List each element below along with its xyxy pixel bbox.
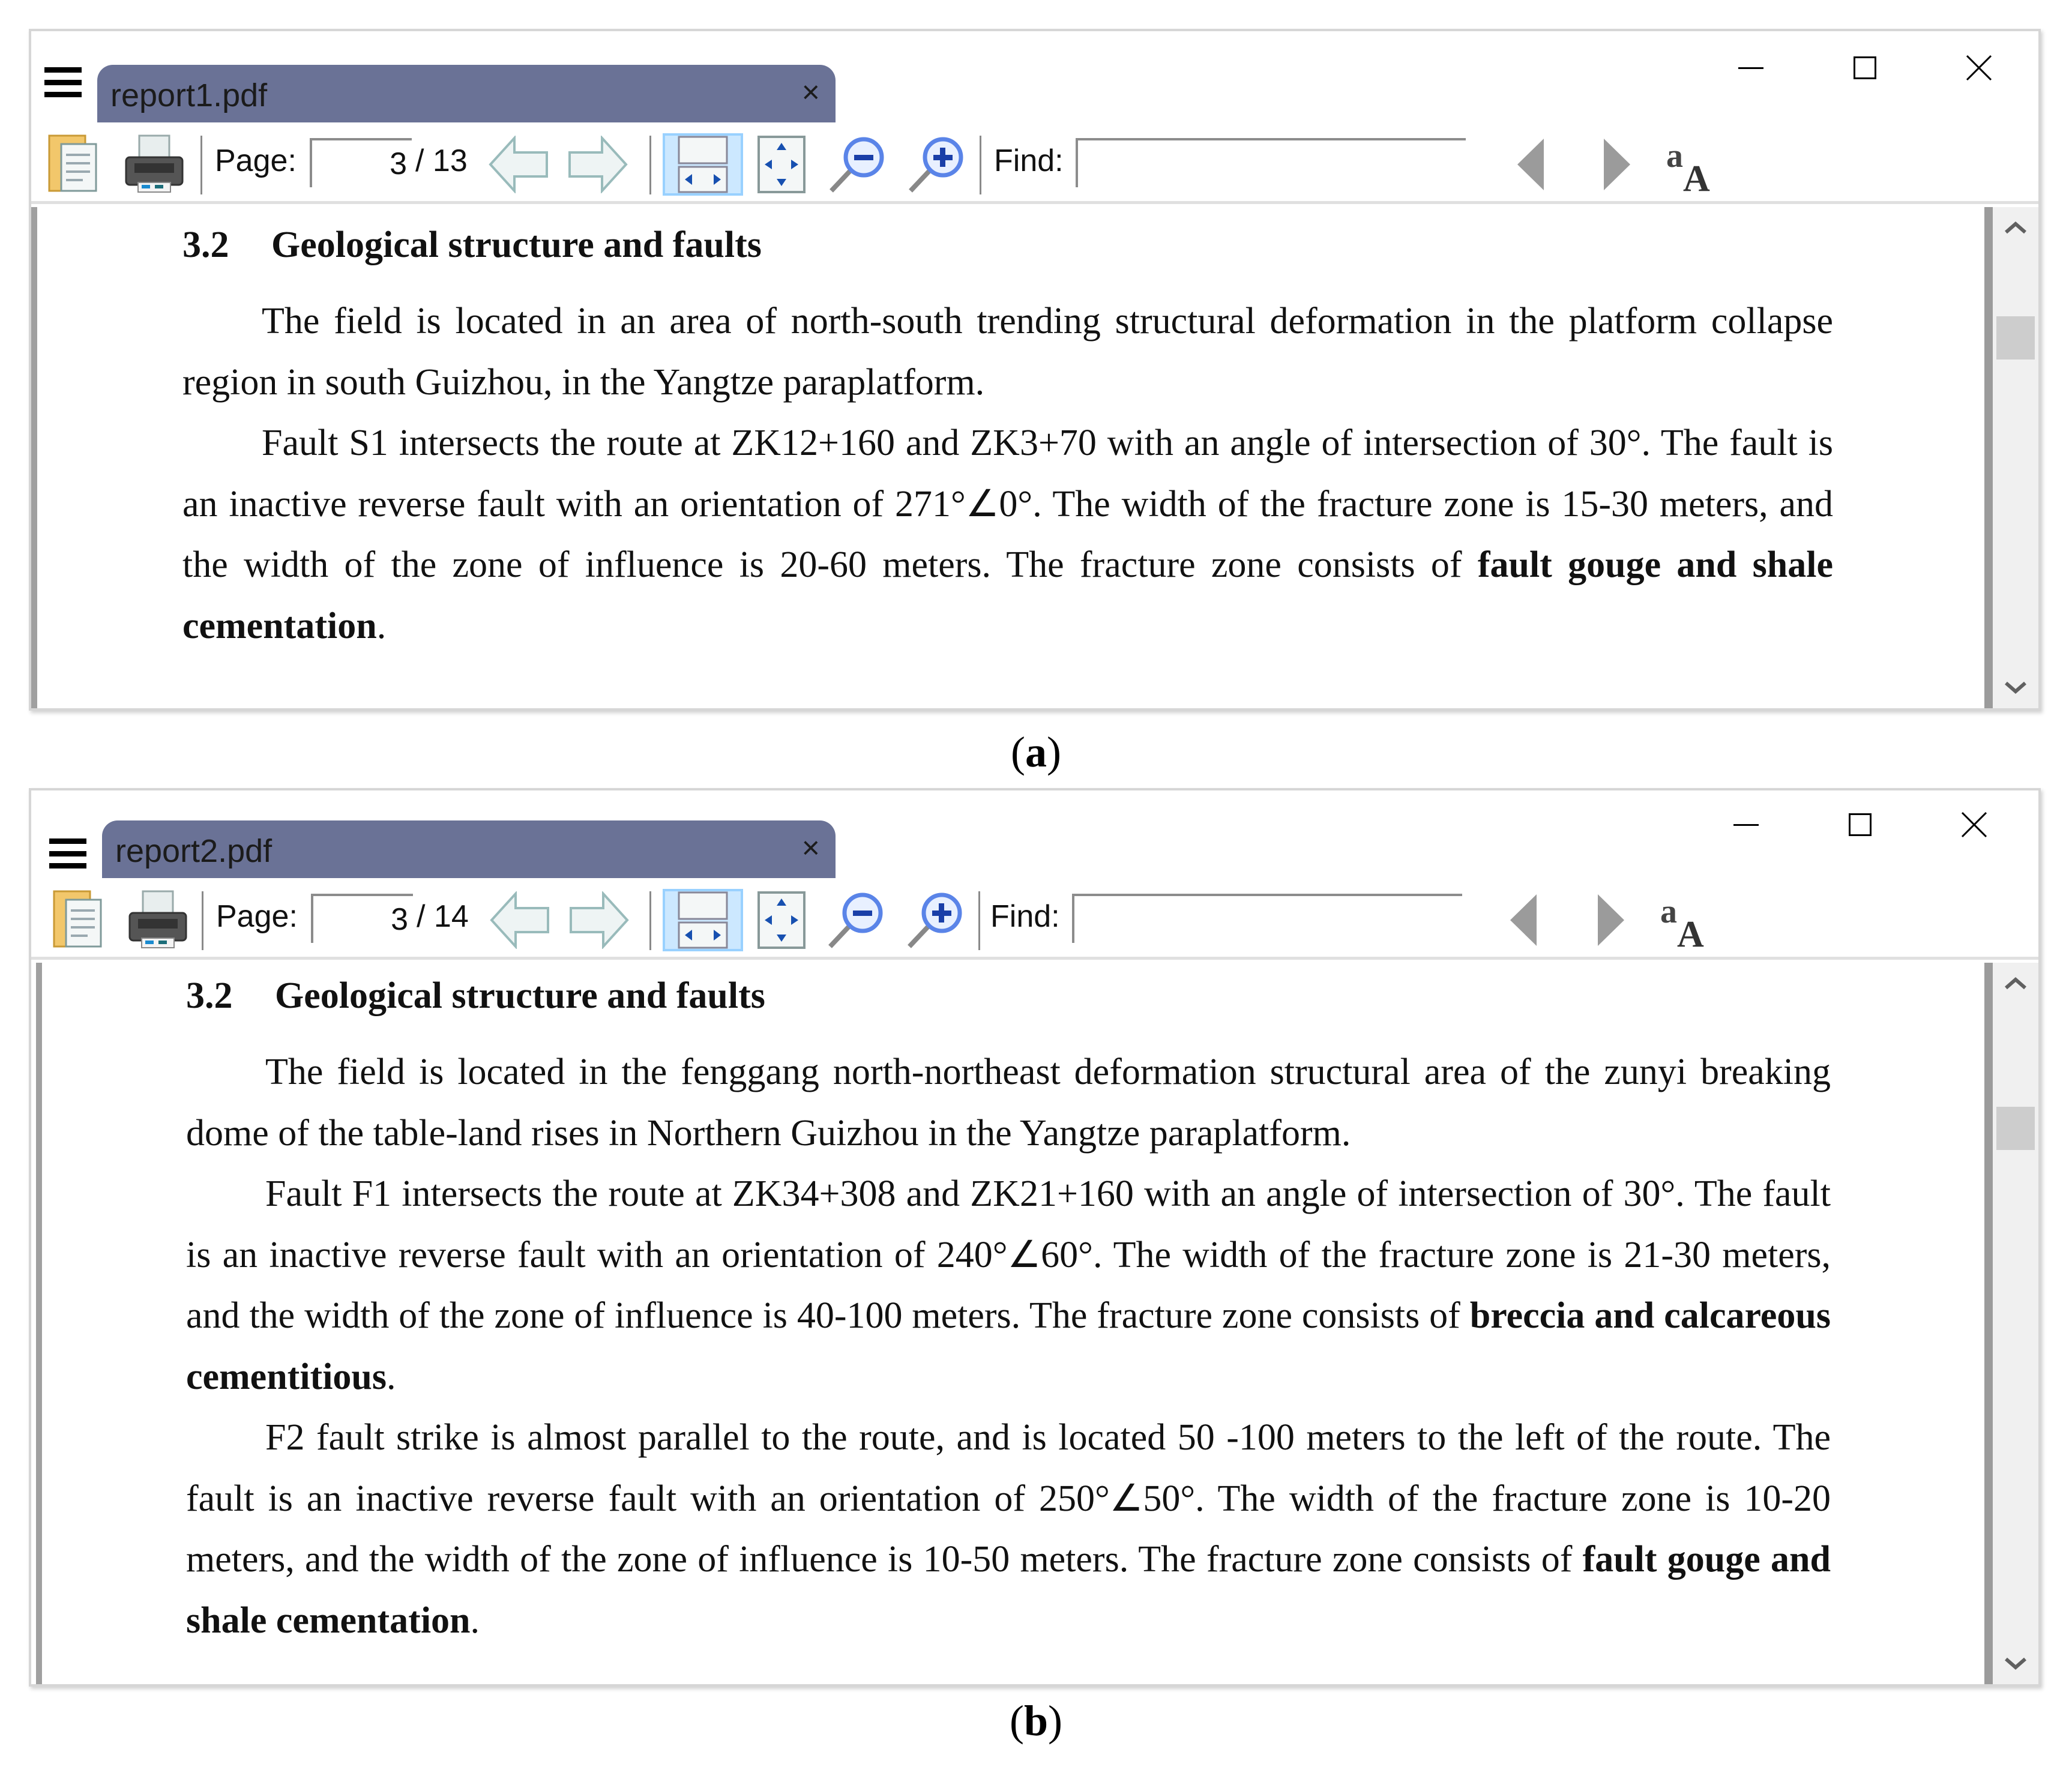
- paragraph: [186, 1164, 1831, 1407]
- arrow-right-icon: [566, 136, 628, 193]
- section-heading: [182, 212, 1833, 291]
- paragraph-end: .: [387, 1356, 396, 1397]
- triangle-left-icon: [1514, 137, 1550, 191]
- paragraph-bold-text: breccia and calcareous cementitious: [186, 1295, 1831, 1397]
- paragraph-text: F2 fault strike is almost parallel to the route, and is located 50 -100 meters to the left of the route. The fault is an inactive reverse fault with an orientation of 250°∠50°. The width of the fracture zone is 10-20 meters, and the width of the zone of influence is 10-50 meters. The fracture zone consists of: [186, 1417, 1831, 1580]
- paragraph-bold-text: fault gouge and shale cementation: [182, 544, 1833, 646]
- zoom-in-button[interactable]: [903, 133, 969, 196]
- zoom-in-icon: [906, 134, 966, 194]
- caption-b: (b): [1009, 1697, 1062, 1745]
- next-page-button[interactable]: [564, 133, 630, 196]
- paragraph: [182, 413, 1833, 657]
- find-next-button[interactable]: [1586, 889, 1634, 951]
- find-label: Find:: [990, 899, 1060, 934]
- vertical-scrollbar[interactable]: [1993, 963, 2038, 1684]
- toolbar-separator: [202, 891, 203, 950]
- paragraph: [186, 1042, 1831, 1164]
- hamburger-menu-icon[interactable]: [49, 838, 86, 868]
- page-number-input[interactable]: 3: [310, 138, 412, 187]
- triangle-right-icon: [1592, 893, 1628, 947]
- page-label: Page:: [215, 143, 297, 178]
- paragraph-text: The field is located in the fenggang north-northeast deformation structural area of the zunyi breaking dome of the table-land rises in Northern Guizhou in the Yangtze paraplatform.: [186, 1052, 1831, 1154]
- find-next-button[interactable]: [1592, 133, 1640, 196]
- scroll-down-button[interactable]: [1993, 670, 2038, 706]
- next-page-button[interactable]: [565, 889, 631, 951]
- tab-close-icon[interactable]: ×: [801, 831, 820, 865]
- section-number: 3.2: [186, 975, 233, 1016]
- chevron-down-icon: [2004, 1657, 2028, 1671]
- fit-width-icon: [673, 134, 733, 194]
- caption-label: b: [1023, 1697, 1049, 1745]
- toolbar-separator: [978, 891, 980, 950]
- paragraph-text: Fault F1 intersects the route at ZK34+308 and ZK21+160 with an angle of intersection of 30°. The fault is an inactive reverse fault with an orientation of 240°∠60°. The width of the fracture zone is 21-30 meters, and the width of the zone of influence is 40-100 meters. The fracture zone consists of: [186, 1173, 1831, 1336]
- find-input[interactable]: [1072, 894, 1462, 943]
- fit-page-icon: [756, 134, 807, 194]
- paragraph-end: .: [376, 605, 387, 646]
- page-number-input[interactable]: 3: [311, 894, 413, 943]
- page-total: / 13: [415, 143, 468, 178]
- print-button[interactable]: [121, 133, 187, 196]
- zoom-out-button[interactable]: [824, 133, 890, 196]
- close-window-button[interactable]: [1947, 804, 2001, 846]
- svg-text:a: a: [1666, 137, 1683, 175]
- hamburger-menu-icon[interactable]: [44, 67, 82, 97]
- scroll-rail: [1984, 207, 1993, 708]
- zoom-in-icon: [905, 890, 965, 950]
- caption-a: (a): [1011, 728, 1061, 776]
- fit-page-icon: [756, 890, 807, 950]
- scroll-up-button[interactable]: [1993, 209, 2038, 245]
- section-title: Geological structure and faults: [275, 975, 765, 1016]
- minimize-button[interactable]: [1719, 804, 1773, 846]
- document-tab[interactable]: [102, 820, 836, 878]
- font-aA-icon: [1659, 891, 1717, 949]
- fit-width-button[interactable]: [663, 133, 743, 196]
- section-number: 3.2: [182, 224, 229, 265]
- font-aA-icon: [1665, 136, 1723, 193]
- tab-title: report2.pdf: [115, 833, 273, 869]
- toolbar: [31, 882, 2038, 960]
- find-input[interactable]: [1076, 138, 1466, 187]
- scroll-thumb[interactable]: [1996, 316, 2035, 360]
- toolbar-separator: [649, 891, 651, 950]
- close-window-button[interactable]: [1952, 47, 2006, 89]
- printer-icon: [121, 134, 187, 194]
- text-tool-button[interactable]: [1664, 133, 1724, 196]
- open-document-icon: [47, 134, 104, 194]
- scroll-down-button[interactable]: [1993, 1646, 2038, 1682]
- document-tab[interactable]: [97, 65, 836, 122]
- paragraph: [186, 1407, 1831, 1651]
- previous-page-button[interactable]: [487, 889, 553, 951]
- arrow-left-icon: [488, 136, 550, 193]
- paragraph: [182, 291, 1833, 413]
- document-page: [182, 212, 1833, 657]
- open-document-icon: [52, 890, 109, 950]
- page-label: Page:: [216, 899, 298, 934]
- section-heading: [186, 963, 1831, 1042]
- find-label: Find:: [994, 143, 1064, 178]
- minimize-icon: [1733, 824, 1759, 826]
- close-icon: [1966, 55, 1992, 81]
- open-button[interactable]: [50, 889, 110, 951]
- scroll-thumb[interactable]: [1996, 1107, 2035, 1150]
- paragraph-end: .: [470, 1600, 480, 1641]
- minimize-icon: [1738, 67, 1763, 69]
- fit-width-button[interactable]: [663, 889, 743, 951]
- previous-page-button[interactable]: [486, 133, 552, 196]
- pdf-viewer-window-a: [29, 29, 2041, 711]
- paragraph-text: The field is located in an area of north-south trending structural deformation in the platform collapse region in south Guizhou, in the Yangtze paraplatform.: [182, 301, 1833, 403]
- zoom-out-icon: [825, 890, 885, 950]
- paragraph-bold-text: fault gouge and shale cementation: [186, 1539, 1831, 1641]
- find-previous-button[interactable]: [1501, 889, 1549, 951]
- zoom-out-icon: [827, 134, 887, 194]
- chevron-up-icon: [2004, 976, 2028, 990]
- find-previous-button[interactable]: [1508, 133, 1556, 196]
- maximize-button[interactable]: [1838, 47, 1892, 89]
- zoom-in-button[interactable]: [902, 889, 968, 951]
- open-button[interactable]: [46, 133, 106, 196]
- page-total: / 14: [417, 899, 469, 934]
- scroll-rail: [1984, 963, 1993, 1684]
- vertical-scrollbar[interactable]: [1993, 207, 2038, 708]
- text-tool-button[interactable]: [1658, 889, 1718, 951]
- printer-icon: [125, 890, 191, 950]
- paragraph-text: Fault S1 intersects the route at ZK12+160 and ZK3+70 with an angle of intersection of 30°. The fault is an inactive reverse fault with an orientation of 271°∠0°. The width of the fracture zone is 15-30 meters, and the width of the zone of influence is 20-60 meters. The fracture zone consists of: [182, 423, 1833, 585]
- caption-label: a: [1025, 728, 1047, 776]
- svg-text:A: A: [1683, 158, 1710, 193]
- section-title: Geological structure and faults: [271, 224, 762, 265]
- tab-title: report1.pdf: [110, 77, 268, 113]
- chevron-down-icon: [2004, 681, 2028, 695]
- triangle-left-icon: [1507, 893, 1543, 947]
- svg-text:a: a: [1660, 893, 1677, 930]
- document-view[interactable]: [31, 207, 2038, 708]
- fit-page-button[interactable]: [751, 133, 812, 196]
- document-view[interactable]: [31, 963, 2038, 1684]
- toolbar-separator: [980, 136, 981, 194]
- svg-text:A: A: [1677, 914, 1704, 949]
- chevron-up-icon: [2004, 220, 2028, 235]
- toolbar-separator: [649, 136, 651, 194]
- maximize-icon: [1849, 813, 1872, 836]
- arrow-left-icon: [489, 891, 552, 949]
- zoom-out-button[interactable]: [822, 889, 888, 951]
- arrow-right-icon: [567, 891, 630, 949]
- document-page: [186, 963, 1831, 1651]
- maximize-icon: [1854, 56, 1876, 79]
- scroll-up-button[interactable]: [1993, 965, 2038, 1001]
- minimize-button[interactable]: [1724, 47, 1778, 89]
- triangle-right-icon: [1598, 137, 1634, 191]
- toolbar: [31, 126, 2038, 204]
- pdf-viewer-window-b: [29, 788, 2041, 1687]
- content-border: [36, 963, 42, 1684]
- tab-close-icon[interactable]: ×: [801, 75, 820, 110]
- toolbar-separator: [200, 136, 202, 194]
- close-icon: [1961, 811, 1987, 838]
- fit-page-button[interactable]: [751, 889, 812, 951]
- content-border: [31, 207, 37, 708]
- print-button[interactable]: [125, 889, 191, 951]
- maximize-button[interactable]: [1833, 804, 1887, 846]
- fit-width-icon: [673, 890, 733, 950]
